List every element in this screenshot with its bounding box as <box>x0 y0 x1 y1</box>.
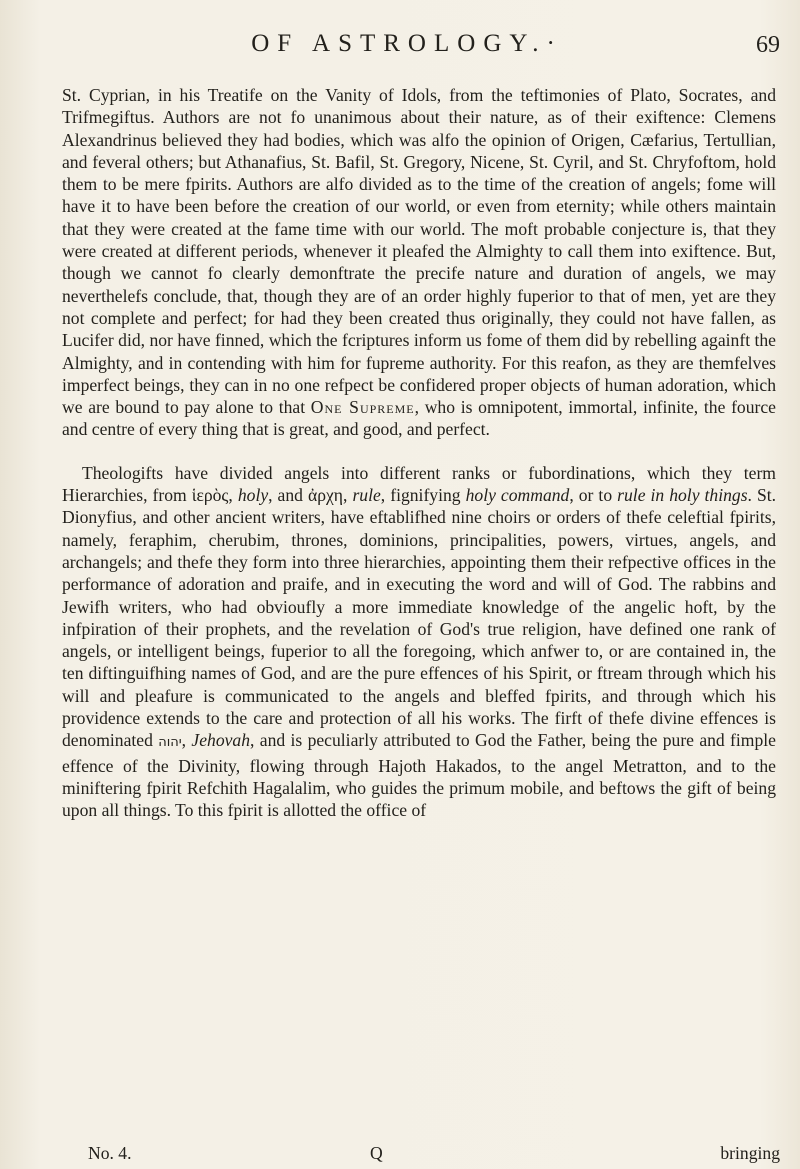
italic-rule: rule <box>352 485 381 506</box>
page-header <box>60 30 780 70</box>
catchword: bringing <box>720 1143 780 1163</box>
paragraph-1-text: St. Cyprian, in his Treatife on the Vanity of Idols, from the teftimonies of Plato, Socrates, and Trifmegiftus. Authors are not fo unanimous about their nature, as of their exiftence: Clemens Alexandrinus believed they had bodies, which was alfo the opinion of Origen, Cæfarius, Tertullian, and feveral others; but Athanafius, St. Bafil, St. Gregory, Nicene, St. Cyril, and St. Chryfoftom, hold them to be mere fpirits. Authors are alfo divided as to the time of the creation of angels; fome will have it to have been before the creation of our world, or even from eternity; while others maintain that they were created at the fame time with our world. The moft probable conjecture is, that they were created at different periods, whenever it pleafed the Almighty to call them into exiftence. But, though we cannot fo clearly demonftrate the precife nature and duration of angels, we may neverthelefs conclude, that, though they are of an order highly fuperior to that of men, yet are they not complete and perfect; for had they been created thus originally, they could not have fallen, as Lucifer did, nor have finned, which the fcriptures inform us fome of them did by rebelling againft the Almighty, and in contending with him for fupreme authority. For this reafon, as they are themfelves imperfect beings, they can in no one refpect be confidered proper objects of human adoration, which we are bound to pay alone to that <box>62 85 776 418</box>
issue-number: No. 4. <box>88 1143 132 1163</box>
greek-word-arche: ἀρχη <box>308 485 344 506</box>
italic-jehovah: Jehovah <box>191 730 251 751</box>
body-text <box>62 84 776 822</box>
one-supreme-phrase: One Supreme <box>310 397 415 418</box>
signature-mark: Q <box>370 1143 383 1163</box>
paragraph-2-text-h: , <box>181 730 187 751</box>
paragraph-2-text-c: , and <box>268 485 303 506</box>
paragraph-2 <box>62 462 776 822</box>
paragraph-2-text-d: , <box>343 485 348 506</box>
paragraph-2-text-e: , fignifying <box>380 485 461 506</box>
greek-word-hieros: ἱερὸς <box>191 485 229 506</box>
running-head: OF ASTROLOGY.· <box>251 30 563 57</box>
paragraph-2-text-i: , and is peculiarly attributed to God the Father, being the pure and fimple effence of the Divinity, flowing through Hajoth Hakados, to the angel Metratton, and to the miniftering fpirit Refchith Hagalalim, who guides the primum mobile, and beftows the gift of being upon all things. To this fpirit is allotted the office of <box>62 730 776 821</box>
paragraph-1 <box>62 84 776 441</box>
paragraph-2-text-g: . St. Dionyfius, and other ancient writers, have eftablifhed nine choirs or orders of thefe celeftial fpirits, namely, feraphim, cherubim, thrones, dominions, principalities, powers, virtues, angels, and archangels; and thefe they form into three hierarchies, appointing them their refpective offices in the performance of adoration and praife, and in executing the word and will of God. The rabbins and Jewifh writers, who had obvioufly a more immediate knowledge of the angelic hoft, by the infpiration of their prophets, and the revelation of God's true religion, have defined one rank of angels, or intelligent beings, fuperior to all the foregoing, which anfwer to, or are contained in, the ten diftinguifhing names of God, and are the pure effences of his Spirit, or ftream through which his will and pleafure is communicated to the angels and bleffed fpirits, and through which his providence extends to the care and protection of all his works. The firft of thefe divine effences is denominated <box>62 485 777 751</box>
paragraph-2-text-f: , or to <box>569 485 613 506</box>
italic-holy: holy <box>237 485 269 506</box>
italic-holy-command: holy command <box>465 485 570 506</box>
page-footer <box>88 1143 780 1169</box>
paragraph-1-end: , who is omnipotent, immortal, infinite, the fource and centre of every thing that is great, and good, and perfect. <box>62 397 776 440</box>
italic-rule-in-holy-things: rule in holy things <box>617 485 748 506</box>
paragraph-2-text-a: Theologifts have divided angels into different ranks or fubordinations, which they term Hierarchies, from <box>62 462 776 506</box>
hebrew-tetragrammaton: יהוה <box>158 735 182 751</box>
page-number: 69 <box>756 32 780 58</box>
paragraph-2-text-b: , <box>228 485 233 506</box>
